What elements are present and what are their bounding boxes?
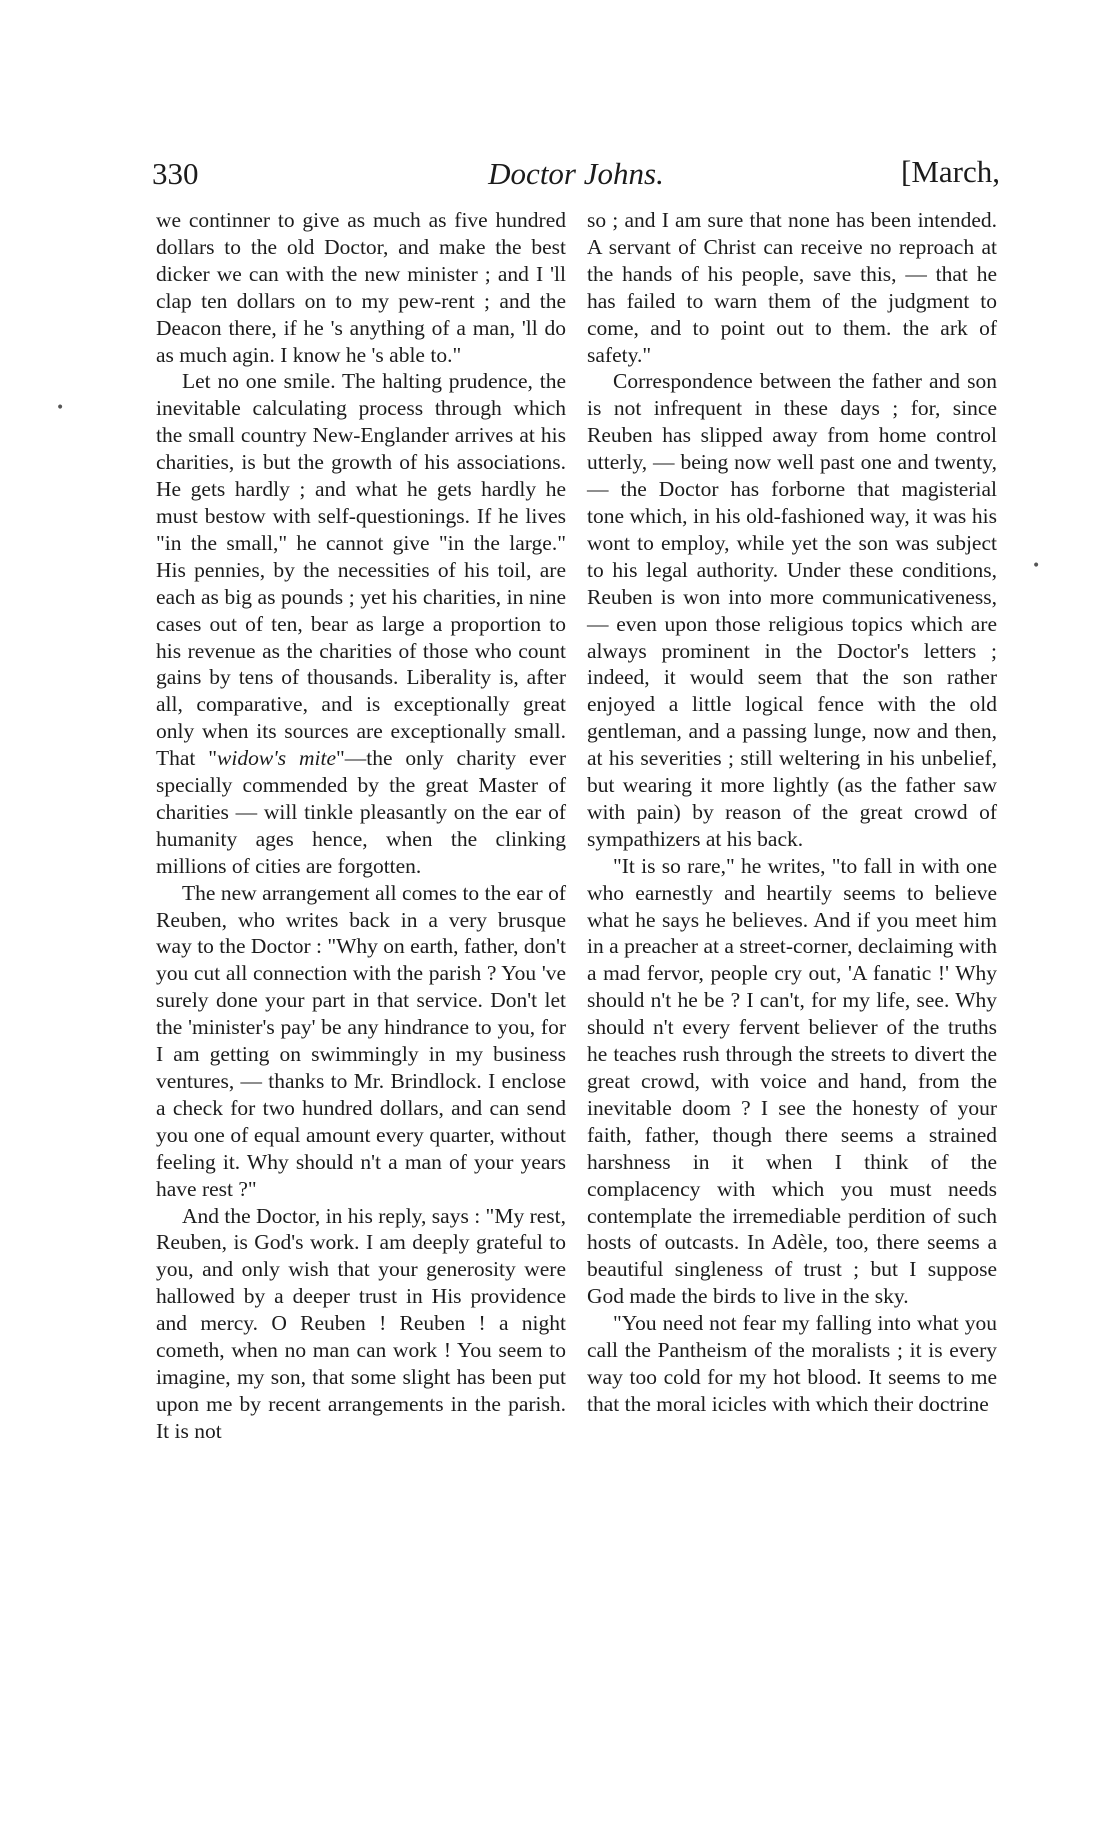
- page-header: [152, 148, 1000, 196]
- paragraph: [156, 368, 566, 879]
- print-speck: •: [1032, 558, 1041, 574]
- print-speck: •: [56, 400, 65, 416]
- running-title: Doctor Johns.: [488, 156, 664, 191]
- running-date: [March,: [901, 154, 1000, 189]
- paragraph: And the Doctor, in his reply, says : "My rest, Reuben, is God's work. I am deeply grateful to you, and only wish that your generosity were hallowed by a deeper trust in His providence and mercy. O Reuben ! Reuben ! a night cometh, when no man can work ! You seem to imagine, my son, that some slight has been put upon me by recent arrangements in the parish. It is not: [156, 1203, 566, 1443]
- paragraph: we continner to give as much as five hundred dollars to the old Doctor, and make the best dicker we can with the new minister ; and I 'll clap ten dollars on to my pew-rent ; and the Deacon there, if he 's anything of a man, 'll do as much agin. I know he 's able to.": [156, 208, 566, 367]
- page-number: 330: [152, 156, 199, 191]
- paragraph: "You need not fear my falling into what you call the Pantheism of the moralists ; it is every way too cold for my hot blood. It seems to me that the moral icicles with which their doctrine: [587, 1311, 997, 1416]
- text-run: Let no one smile. The halting prudence, the inevitable calculating process through which the small country New-Englander arrives at his charities, is but the growth of his associations. He gets hardly ; and what he gets hardly he must bestow with self-questionings. If he lives "in the small," he cannot give "in the large." His pennies, by the necessities of his toil, are each as big as pounds ; yet his charities, in nine cases out of ten, bear as large a proportion to his revenue as the charities of those who count gains by tens of thousands. Liberality is, after all, comparative, and is exceptionally great only when its sources are exceptionally small. That ": [156, 369, 566, 771]
- paragraph: so ; and I am sure that none has been intended. A servant of Christ can receive no reproach at the hands of his people, save this, — that he has failed to warn them of the judgment to come, and to point out to them. the ark of safety.": [587, 208, 997, 367]
- paragraph: The new arrangement all comes to the ear of Reuben, who writes back in a very brusque way to the Doctor : "Why on earth, father, don't you cut all connection with the parish ? You 've surely done your part in that service. Don't let the 'minister's pay' be any hindrance to you, for I am getting on swimmingly in my business ventures, — thanks to Mr. Brindlock. I enclose a check for two hundred dollars, and can send you one of equal amount every quarter, without feeling it. Why should n't a man of your years have rest ?": [156, 880, 567, 1201]
- text-run: "—the only charity ever specially commended by the great Master of charities — will tinkle pleasantly on the ear of humanity ages hence, when the clinking millions of cities are forgotten.: [156, 746, 566, 878]
- paragraph: Correspondence between the father and son is not infrequent in these days ; for, since Reuben has slipped away from home control utterly, — being now well past one and twenty, — the Doctor has forborne that magisterial tone which, in his old-fashioned way, it was his wont to employ, while yet the son was subject to his legal authority. Under these conditions, Reuben is won into more communicativeness, — even upon those religious topics which are always prominent in the Doctor's letters ; indeed, it would seem that the son rather enjoyed a little logical fence with the old gentleman, and a passing lunge, now and then, at his severities ; still weltering in his unbelief, but wearing it more lightly (as the father saw with pain) by reason of the great crowd of sympathizers at his back.: [587, 369, 997, 851]
- left-column: [156, 207, 566, 1445]
- paragraph: "It is so rare," he writes, "to fall in with one who earnestly and heartily seems to believe what he says he believes. And if you meet him in a preacher at a street-corner, declaiming with a mad fervor, people cry out, 'A fanatic !' Why should n't he be ? I can't, for my life, see. Why should n't every fervent believer of the truths he teaches rush through the streets to divert the great crowd, with voice and hand, from the inevitable doom ? I see the honesty of your faith, father, though there seems a strained harshness in it when I think of the complacency with which you must needs contemplate the irremediable perdition of such hosts of outcasts. In Adèle, too, there seems a beautiful singleness of trust ; but I suppose God made the birds to live in the sky.: [587, 853, 997, 1309]
- emphasis: widow's mite: [217, 746, 337, 771]
- right-column: [587, 207, 997, 1418]
